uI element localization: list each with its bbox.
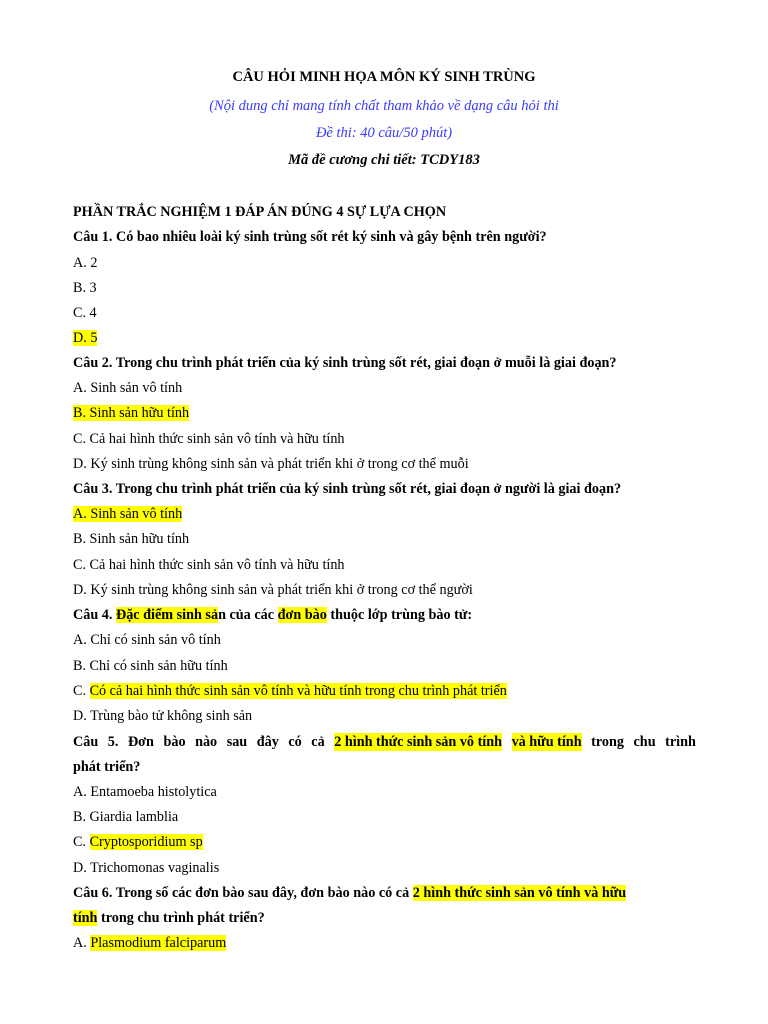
q5-word: trình (665, 734, 696, 750)
q6-prefix: Câu 6. Trong số các đơn bào sau đây, đơn bào nào có cả (73, 885, 413, 901)
q4-middle: n của các (218, 607, 278, 623)
q4-option-b: B. Chỉ có sinh sản hữu tính (73, 658, 228, 674)
q5-option-a: A. Entamoeba histolytica (73, 784, 217, 800)
q5-word: sau (226, 734, 248, 750)
q6-correct-answer-highlight: Plasmodium falciparum (90, 935, 227, 951)
q6-suffix: trong chu trình phát triển? (97, 910, 265, 926)
outline-code: Mã đề cương chi tiết: TCDY183 (288, 152, 480, 168)
q3-option-d: D. Ký sinh trùng không sinh sản và phát triển khi ở trong cơ thể người (73, 582, 473, 598)
q4-highlight-protozoa: đơn bào (277, 607, 327, 623)
q2-option-a: A. Sinh sản vô tính (73, 380, 183, 396)
q3-option-b: B. Sinh sản hữu tính (73, 531, 190, 547)
q1-correct-answer-highlight: D. 5 (73, 330, 98, 346)
section-title: PHẦN TRẮC NGHIỆM 1 ĐÁP ÁN ĐÚNG 4 SỰ LỰA CHỌN (73, 204, 447, 220)
q5-option-c-label: C. (73, 834, 90, 850)
q5-option-d: D. Trichomonas vaginalis (73, 860, 220, 876)
q4-option-d: D. Trùng bào tử không sinh sản (73, 708, 253, 724)
q2-correct-answer-highlight: B. Sinh sản hữu tính (73, 405, 190, 421)
q4-option-c (73, 682, 696, 700)
q5-option-b: B. Giardia lamblia (73, 809, 179, 825)
question-4 (73, 606, 696, 624)
q5-word: đây (256, 734, 279, 750)
q5-option-c (73, 833, 696, 851)
q4-correct-answer-highlight: Có cả hai hình thức sinh sản vô tính và hữu tính trong chu trình phát triển (89, 683, 507, 699)
question-2: Câu 2. Trong chu trình phát triển của ký sinh trùng sốt rét, giai đoạn ở muỗi là giai đoạn? (73, 355, 617, 371)
q5-word: trong (591, 734, 624, 750)
q1-option-c: C. 4 (73, 305, 97, 321)
q4-suffix: thuộc lớp trùng bào tử: (326, 607, 473, 623)
q5-word: có (288, 734, 302, 750)
document-subtitle-line-2: Đề thi: 40 câu/50 phút) (315, 125, 453, 141)
q5-word: Câu (73, 734, 99, 750)
q5-word: Đơn (127, 734, 154, 750)
q5-word: nào (195, 734, 218, 750)
q1-option-a: A. 2 (73, 255, 98, 271)
q4-option-c-label: C. (73, 683, 90, 699)
q6-highlight-reproduction: 2 hình thức sinh sản vô tính và hữu (412, 885, 627, 901)
q1-option-b: B. 3 (73, 280, 97, 296)
q5-word: 5. (107, 734, 119, 750)
q5-highlight-asexual: 2 hình thức sinh sản vô tính (334, 734, 503, 750)
q6-highlight-sexual: tính (73, 910, 98, 926)
question-5-line-1 (73, 733, 696, 751)
question-5-line-2: phát triển? (73, 759, 141, 775)
q4-prefix: Câu 4. (73, 607, 116, 623)
q2-option-d: D. Ký sinh trùng không sinh sản và phát triển khi ở trong cơ thể muỗi (73, 456, 469, 472)
q5-word: bào (163, 734, 186, 750)
q4-highlight-feature: Đặc điểm sinh sả (115, 607, 219, 623)
q5-word: chu (633, 734, 656, 750)
q5-highlight-sexual: và hữu tính (511, 734, 582, 750)
q1-option-d (73, 329, 696, 347)
question-3: Câu 3. Trong chu trình phát triển của ký sinh trùng sốt rét, giai đoạn ở người là giai đoạn? (73, 481, 622, 497)
question-6-line-2 (73, 909, 696, 927)
q2-option-c: C. Cả hai hình thức sinh sản vô tính và hữu tính (73, 431, 345, 447)
q6-option-a (73, 934, 696, 952)
q3-option-c: C. Cả hai hình thức sinh sản vô tính và hữu tính (73, 557, 345, 573)
question-1: Câu 1. Có bao nhiêu loài ký sinh trùng sốt rét ký sinh và gây bệnh trên người? (73, 229, 547, 245)
q4-option-a: A. Chỉ có sinh sản vô tính (73, 632, 221, 648)
q3-correct-answer-highlight: A. Sinh sản vô tính (73, 506, 183, 522)
q6-option-a-label: A. (73, 935, 91, 951)
document-subtitle-line-1: (Nội dung chỉ mang tính chất tham khảo về dạng câu hỏi thi (209, 98, 559, 114)
document-title: CÂU HỎI MINH HỌA MÔN KÝ SINH TRÙNG (232, 69, 536, 85)
question-6-line-1 (73, 884, 696, 902)
q3-option-a (73, 505, 696, 523)
q2-option-b (73, 404, 696, 422)
q5-correct-answer-highlight: Cryptosporidium sp (89, 834, 203, 850)
q5-word: cả (311, 734, 325, 750)
